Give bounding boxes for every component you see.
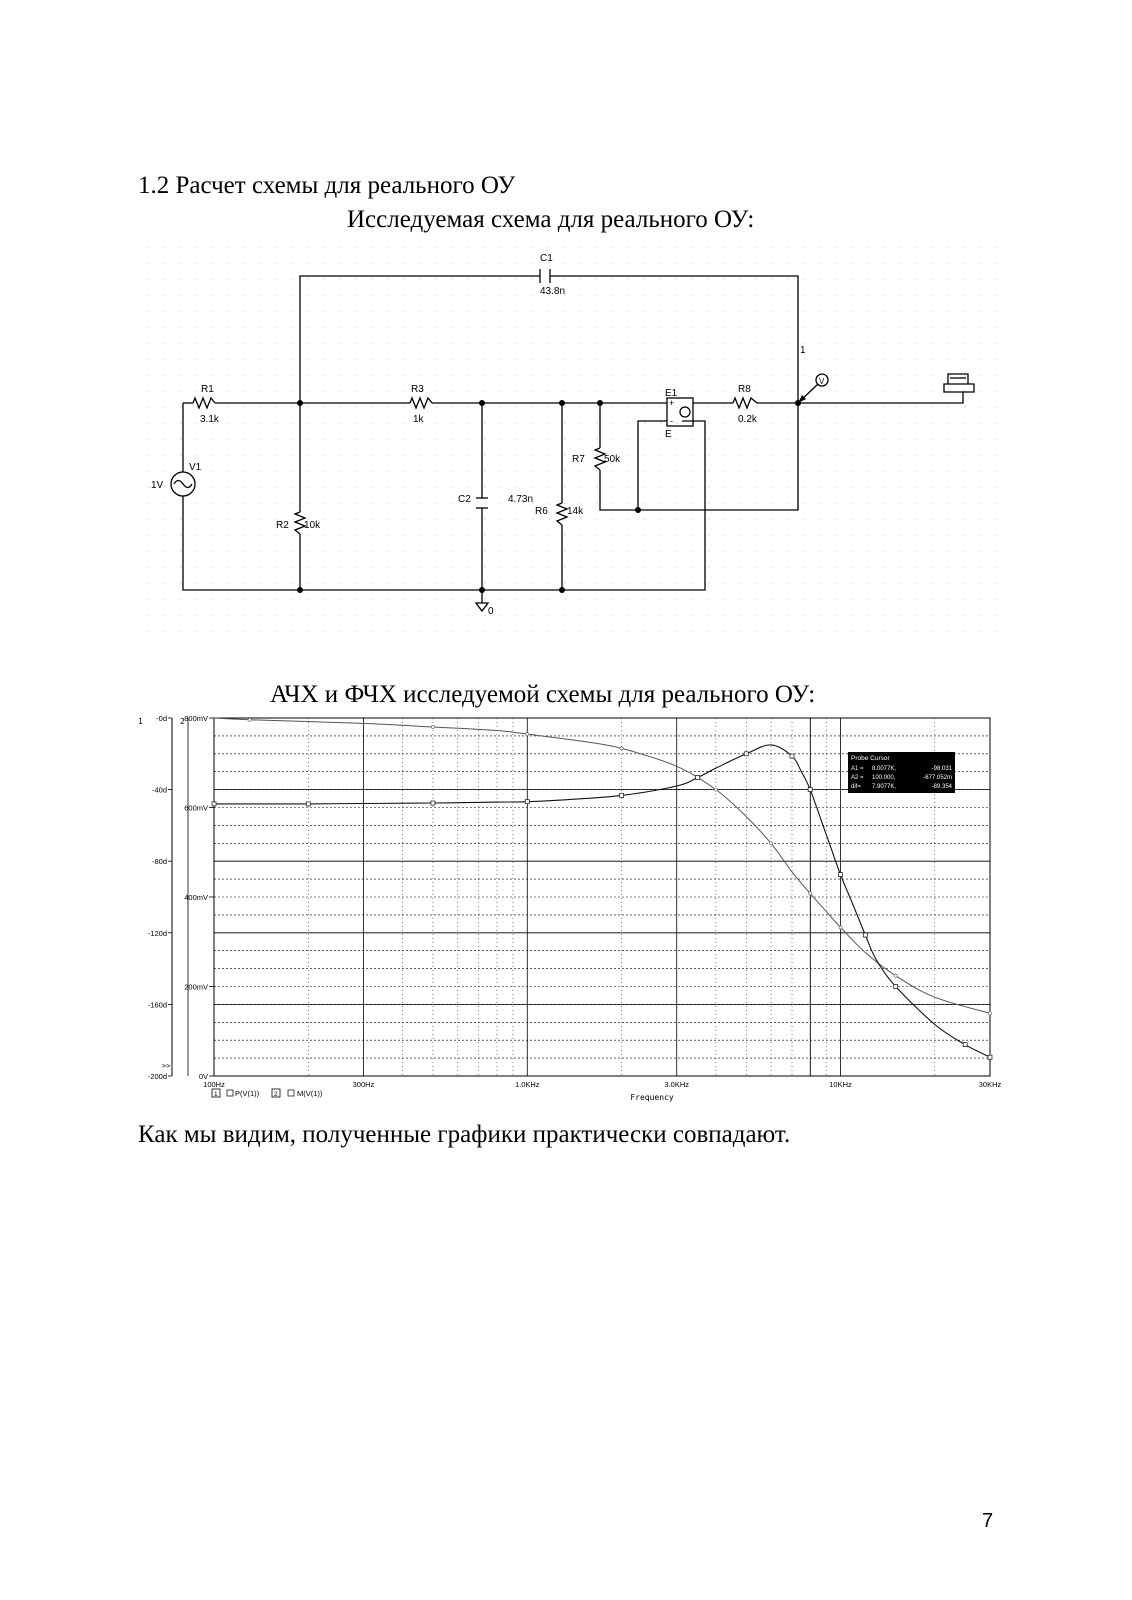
e1-name: E1: [665, 388, 678, 399]
magnitude-point: [894, 985, 898, 989]
plot-caption: АЧХ и ФЧХ исследуемой схемы для реального ОУ:: [270, 681, 816, 708]
y1-tick-label: -0d: [156, 714, 167, 723]
c2-value: 4.73n: [508, 494, 534, 505]
legend-label-1: P(V(1)): [235, 1089, 260, 1098]
magnitude-point: [988, 1055, 992, 1059]
probe-row1-label: A1 =: [851, 766, 864, 772]
r1-value: 3.1k: [200, 414, 219, 425]
x-tick-label: 100Hz: [203, 1080, 225, 1089]
y1-tick-label: -200d: [147, 1072, 167, 1081]
y1-tick-label: -40d: [151, 785, 167, 795]
probe-row2-y: -677.052m: [923, 775, 952, 781]
magnitude-point: [744, 752, 748, 756]
phase-point: [769, 842, 772, 845]
legend-label-2: M(V(1)): [297, 1089, 323, 1098]
probe-row2-label: A2 =: [851, 775, 864, 781]
legend-id-1: 1: [214, 1091, 218, 1098]
x-tick-label: 1.0KHz: [514, 1080, 540, 1089]
probe-row3-y: -89.354: [931, 784, 952, 790]
phase-point: [248, 718, 251, 721]
y2-tick-label: 600mV: [184, 803, 208, 813]
r6-name: R6: [535, 506, 548, 517]
r8-value: 0.2k: [738, 414, 757, 425]
y1-tick-label: -160d: [147, 1000, 167, 1010]
c1-name: C1: [540, 253, 553, 264]
magnitude-point: [696, 776, 700, 780]
magnitude-point: [808, 788, 812, 792]
svg-text:-: -: [670, 416, 673, 426]
y1-tick-label: -80d: [151, 857, 167, 867]
legend-id-2: 2: [274, 1091, 278, 1098]
y1-overflow-marker: >>: [162, 1062, 171, 1070]
r7-name: R7: [572, 454, 585, 465]
magnitude-point: [963, 1043, 967, 1047]
legend: [212, 1089, 323, 1098]
magnitude-point: [431, 801, 435, 805]
x-tick-label: 10KHz: [829, 1080, 852, 1089]
v1-name: V1: [189, 462, 202, 473]
r2-name: R2: [276, 520, 289, 531]
c1-value: 43.8n: [540, 286, 566, 297]
conclusion-text: Как мы видим, полученные графики практически совпадают.: [138, 1121, 791, 1148]
x-axis-label: Frequency: [630, 1093, 674, 1102]
magnitude-point: [863, 933, 867, 937]
phase-point: [620, 747, 623, 750]
y2-tick-label: 200mV: [184, 982, 208, 992]
magnitude-point: [306, 802, 310, 806]
x-tick-label: 300Hz: [352, 1080, 375, 1089]
magnitude-point: [212, 802, 216, 806]
r1-name: R1: [201, 384, 214, 395]
x-tick-label: 3.0KHz: [664, 1080, 690, 1089]
probe-row3-label: dif=: [851, 784, 861, 790]
y1-tick-label: -120d: [147, 928, 167, 938]
probe-row3-x: 7.9077K,: [872, 784, 897, 790]
r2-value: 10k: [304, 520, 321, 531]
svg-text:+: +: [669, 398, 675, 408]
y2-axis-id: 2: [180, 717, 185, 726]
magnitude-point: [839, 873, 843, 877]
e1-sub: E: [665, 429, 672, 440]
y2-tick-label: 800mV: [184, 714, 208, 723]
probe-icon: V: [819, 377, 825, 386]
v1-value: 1V: [151, 480, 164, 491]
circuit-caption: Исследуемая схема для реального ОУ:: [347, 206, 755, 233]
x-tick-label: 30KHz: [978, 1080, 1002, 1089]
section-title: 1.2 Расчет схемы для реального ОУ: [138, 172, 516, 199]
probe-row2-x: 100.000,: [872, 775, 896, 781]
magnitude-point: [620, 793, 624, 797]
c2-name: C2: [458, 494, 471, 505]
phase-point: [988, 1012, 991, 1015]
r8-name: R8: [738, 384, 751, 395]
probe-cursor-box: [848, 752, 955, 793]
phase-point: [431, 725, 434, 728]
y1-axis-id: 1: [138, 717, 143, 726]
ground-label: 0: [488, 606, 494, 617]
r3-name: R3: [411, 384, 424, 395]
phase-point: [526, 733, 529, 736]
phase-point: [839, 926, 842, 929]
phase-point: [714, 788, 717, 791]
probe-row1-x: 8.0077K,: [872, 766, 897, 772]
y2-tick-label: 0V: [198, 1072, 208, 1081]
y2-tick-label: 400mV: [184, 893, 208, 902]
net-label: 1: [800, 345, 806, 356]
probe-row1-y: -98.031: [931, 766, 952, 772]
r3-value: 1k: [413, 414, 424, 425]
r7-value: 50k: [604, 454, 621, 465]
page-number: 7: [982, 1510, 994, 1532]
phase-point: [894, 974, 897, 977]
magnitude-point: [525, 800, 529, 804]
phase-point: [809, 892, 812, 895]
probe-cursor-title: Probe Cursor: [851, 755, 890, 762]
magnitude-point: [790, 754, 794, 758]
r6-value: 14k: [567, 506, 584, 517]
